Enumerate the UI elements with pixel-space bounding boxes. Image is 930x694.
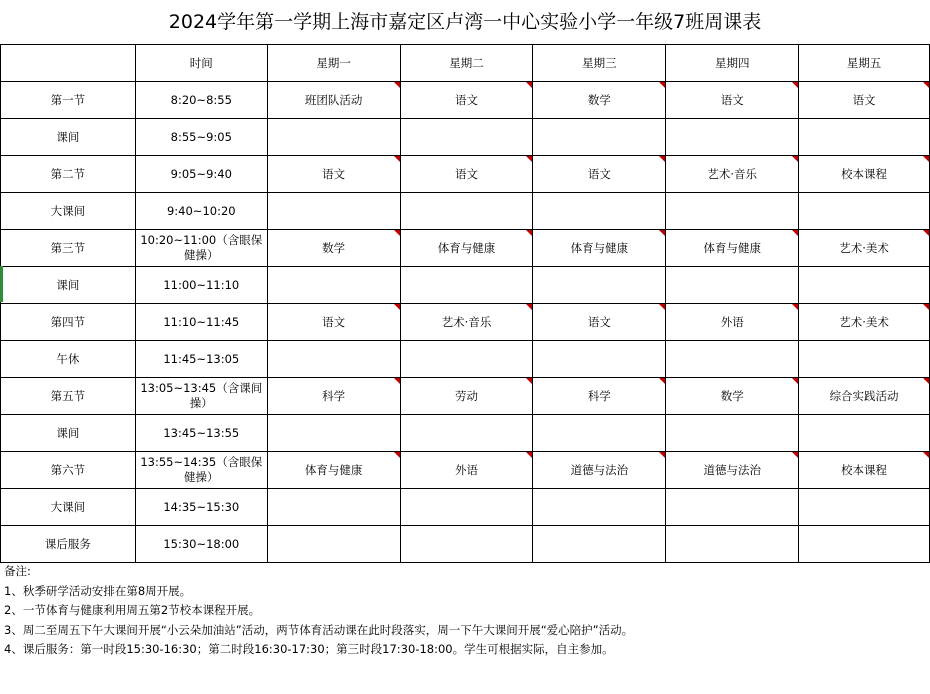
period-cell[interactable]: 第五节: [1, 378, 136, 415]
course-cell[interactable]: 艺术·音乐: [400, 304, 533, 341]
course-cell[interactable]: [400, 526, 533, 563]
course-cell[interactable]: [400, 489, 533, 526]
table-row: [1, 193, 930, 230]
course-cell[interactable]: 体育与健康: [533, 230, 666, 267]
course-cell[interactable]: [267, 341, 400, 378]
note-3: 3、周二至周五下午大课间开展“小云朵加油站”活动，两节体育活动课在此时段落实，周一下午大课间开展“爱心陪护”活动。: [4, 622, 634, 637]
header-row: [1, 45, 930, 82]
notes-section: [4, 562, 924, 660]
table-row: [1, 156, 930, 193]
notes-heading: 备注:: [4, 564, 31, 578]
course-cell[interactable]: [400, 415, 533, 452]
course-cell[interactable]: [533, 267, 666, 304]
course-cell[interactable]: 语文: [400, 156, 533, 193]
table-row: [1, 489, 930, 526]
period-cell[interactable]: 课间: [1, 415, 136, 452]
course-cell[interactable]: [799, 193, 930, 230]
course-cell[interactable]: [666, 415, 799, 452]
course-cell[interactable]: 语文: [533, 304, 666, 341]
course-cell[interactable]: [533, 415, 666, 452]
course-cell[interactable]: 语文: [666, 82, 799, 119]
time-cell[interactable]: 13:05~13:45（含课间操）: [135, 378, 267, 415]
course-cell[interactable]: [267, 193, 400, 230]
course-cell[interactable]: [533, 193, 666, 230]
course-cell[interactable]: 体育与健康: [400, 230, 533, 267]
course-cell[interactable]: 道德与法治: [533, 452, 666, 489]
note-2: 2、一节体育与健康利用周五第2节校本课程开展。: [4, 603, 261, 617]
table-row: [1, 119, 930, 156]
course-cell[interactable]: 校本课程: [799, 156, 930, 193]
time-cell[interactable]: 11:45~13:05: [135, 341, 267, 378]
course-cell[interactable]: 艺术·美术: [799, 230, 930, 267]
course-cell[interactable]: 数学: [267, 230, 400, 267]
period-cell[interactable]: 第四节: [1, 304, 136, 341]
header-cell[interactable]: 星期一: [267, 45, 400, 82]
selection-marker: [0, 266, 3, 302]
course-cell[interactable]: 科学: [267, 378, 400, 415]
note-4: 4、课后服务：第一时段15:30-16:30；第二时段16:30-17:30；第三时段17:30-18:00。学生可根据实际，自主参加。: [4, 642, 614, 656]
period-cell[interactable]: 第三节: [1, 230, 136, 267]
course-cell[interactable]: [400, 267, 533, 304]
header-cell[interactable]: [1, 45, 136, 82]
course-cell[interactable]: 艺术·美术: [799, 304, 930, 341]
course-cell[interactable]: [267, 415, 400, 452]
time-cell[interactable]: 13:55~14:35（含眼保健操）: [135, 452, 267, 489]
header-cell[interactable]: 时间: [135, 45, 267, 82]
course-cell[interactable]: [666, 526, 799, 563]
course-cell[interactable]: [267, 267, 400, 304]
course-cell[interactable]: 语文: [533, 156, 666, 193]
time-cell[interactable]: 11:00~11:10: [135, 267, 267, 304]
time-cell[interactable]: 14:35~15:30: [135, 489, 267, 526]
course-cell[interactable]: [666, 489, 799, 526]
header-cell[interactable]: 星期二: [400, 45, 533, 82]
header-cell[interactable]: 星期四: [666, 45, 799, 82]
time-cell[interactable]: 9:40~10:20: [135, 193, 267, 230]
course-cell[interactable]: 语文: [267, 156, 400, 193]
time-cell[interactable]: 10:20~11:00（含眼保健操）: [135, 230, 267, 267]
period-cell[interactable]: 第六节: [1, 452, 136, 489]
course-cell[interactable]: [533, 119, 666, 156]
course-cell[interactable]: 班团队活动: [267, 82, 400, 119]
course-cell[interactable]: 劳动: [400, 378, 533, 415]
time-cell[interactable]: 8:55~9:05: [135, 119, 267, 156]
course-cell[interactable]: 语文: [799, 82, 930, 119]
course-cell[interactable]: 语文: [267, 304, 400, 341]
course-cell[interactable]: [533, 341, 666, 378]
course-cell[interactable]: [799, 119, 930, 156]
table-row: [1, 304, 930, 341]
period-cell[interactable]: 大课间: [1, 193, 136, 230]
table-row: [1, 452, 930, 489]
course-cell[interactable]: [533, 526, 666, 563]
period-cell[interactable]: 第一节: [1, 82, 136, 119]
table-row: [1, 341, 930, 378]
period-cell[interactable]: 课间: [1, 119, 136, 156]
table-row: [1, 230, 930, 267]
course-cell[interactable]: 综合实践活动: [799, 378, 930, 415]
course-cell[interactable]: 艺术·音乐: [666, 156, 799, 193]
header-cell[interactable]: 星期五: [799, 45, 930, 82]
time-cell[interactable]: 9:05~9:40: [135, 156, 267, 193]
course-cell[interactable]: [799, 526, 930, 563]
time-cell[interactable]: 15:30~18:00: [135, 526, 267, 563]
table-row: [1, 267, 930, 304]
course-cell[interactable]: 科学: [533, 378, 666, 415]
course-cell[interactable]: [267, 489, 400, 526]
table-row: [1, 82, 930, 119]
period-cell[interactable]: 课间: [1, 267, 136, 304]
course-cell[interactable]: 体育与健康: [267, 452, 400, 489]
header-cell[interactable]: 星期三: [533, 45, 666, 82]
course-cell[interactable]: [666, 119, 799, 156]
course-cell[interactable]: [400, 341, 533, 378]
course-cell[interactable]: [799, 267, 930, 304]
course-cell[interactable]: [267, 119, 400, 156]
table-row: [1, 378, 930, 415]
course-cell[interactable]: 数学: [666, 378, 799, 415]
course-cell[interactable]: [400, 119, 533, 156]
course-cell[interactable]: [666, 267, 799, 304]
course-cell[interactable]: [799, 489, 930, 526]
course-cell[interactable]: 外语: [400, 452, 533, 489]
time-cell[interactable]: 11:10~11:45: [135, 304, 267, 341]
note-1: 1、秋季研学活动安排在第8周开展。: [4, 583, 192, 598]
course-cell[interactable]: [666, 193, 799, 230]
time-cell[interactable]: 8:20~8:55: [135, 82, 267, 119]
course-cell[interactable]: [799, 415, 930, 452]
course-cell[interactable]: [267, 526, 400, 563]
course-cell[interactable]: [400, 193, 533, 230]
page-title: 2024学年第一学期上海市嘉定区卢湾一中心实验小学一年级7班周课表: [168, 11, 762, 33]
period-cell[interactable]: 第二节: [1, 156, 136, 193]
course-cell[interactable]: [799, 341, 930, 378]
period-cell[interactable]: 午休: [1, 341, 136, 378]
period-cell[interactable]: 大课间: [1, 489, 136, 526]
course-cell[interactable]: 语文: [400, 82, 533, 119]
course-cell[interactable]: [533, 489, 666, 526]
course-cell[interactable]: 校本课程: [799, 452, 930, 489]
time-cell[interactable]: 13:45~13:55: [135, 415, 267, 452]
course-cell[interactable]: 体育与健康: [666, 230, 799, 267]
course-cell[interactable]: [666, 341, 799, 378]
table-row: [1, 526, 930, 563]
course-cell[interactable]: 外语: [666, 304, 799, 341]
course-cell[interactable]: 道德与法治: [666, 452, 799, 489]
timetable: [0, 44, 930, 563]
table-row: [1, 415, 930, 452]
period-cell[interactable]: 课后服务: [1, 526, 136, 563]
course-cell[interactable]: 数学: [533, 82, 666, 119]
